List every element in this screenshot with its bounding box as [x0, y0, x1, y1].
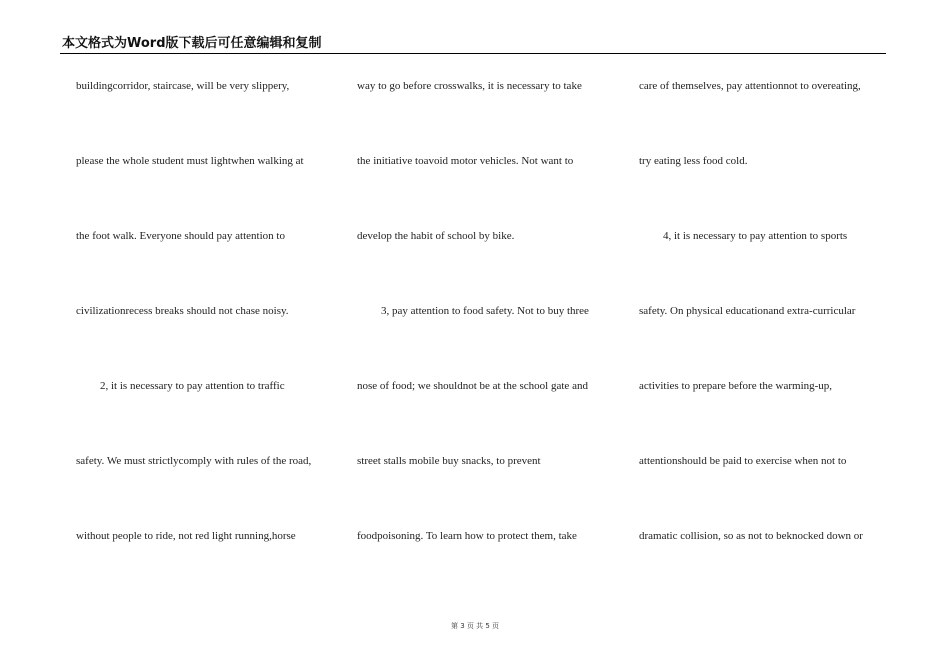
text-line: 3, pay attention to food safety. Not to buy three	[381, 305, 589, 317]
text-line: the foot walk. Everyone should pay attention to	[76, 230, 285, 242]
text-line: care of themselves, pay attentionnot to overeating,	[639, 80, 861, 92]
text-line: nose of food; we shouldnot be at the school gate and	[357, 380, 588, 392]
page-number: 第 3 页 共 5 页	[450, 622, 500, 630]
text-line: try eating less food cold.	[639, 155, 748, 167]
text-line: buildingcorridor, staircase, will be very slippery,	[76, 80, 290, 92]
text-line: foodpoisoning. To learn how to protect them, take	[357, 530, 577, 542]
text-line: develop the habit of school by bike.	[357, 230, 515, 242]
text-line: 4, it is necessary to pay attention to sports	[663, 230, 848, 242]
text-line: safety. We must strictlycomply with rules of the road,	[76, 455, 312, 467]
text-line: 2, it is necessary to pay attention to traffic	[100, 380, 285, 392]
text-line: street stalls mobile buy snacks, to prevent	[357, 455, 541, 467]
page-header	[60, 36, 886, 54]
text-line: the initiative toavoid motor vehicles. Not want to	[357, 155, 574, 167]
text-line: please the whole student must lightwhen walking at	[76, 155, 304, 167]
text-line: attentionshould be paid to exercise when not to	[639, 455, 847, 467]
header-title: 本文格式为Word版下载后可任意编辑和复制	[62, 36, 322, 51]
text-line: way to go before crosswalks, it is necessary to take	[357, 80, 582, 92]
text-line: activities to prepare before the warming-up,	[639, 380, 833, 392]
text-line: without people to ride, not red light running,horse	[76, 530, 296, 542]
text-line: dramatic collision, so as not to beknocked down or	[639, 530, 863, 542]
text-line: safety. On physical educationand extra-curricular	[639, 305, 856, 317]
text-line: civilizationrecess breaks should not chase noisy.	[76, 305, 289, 317]
